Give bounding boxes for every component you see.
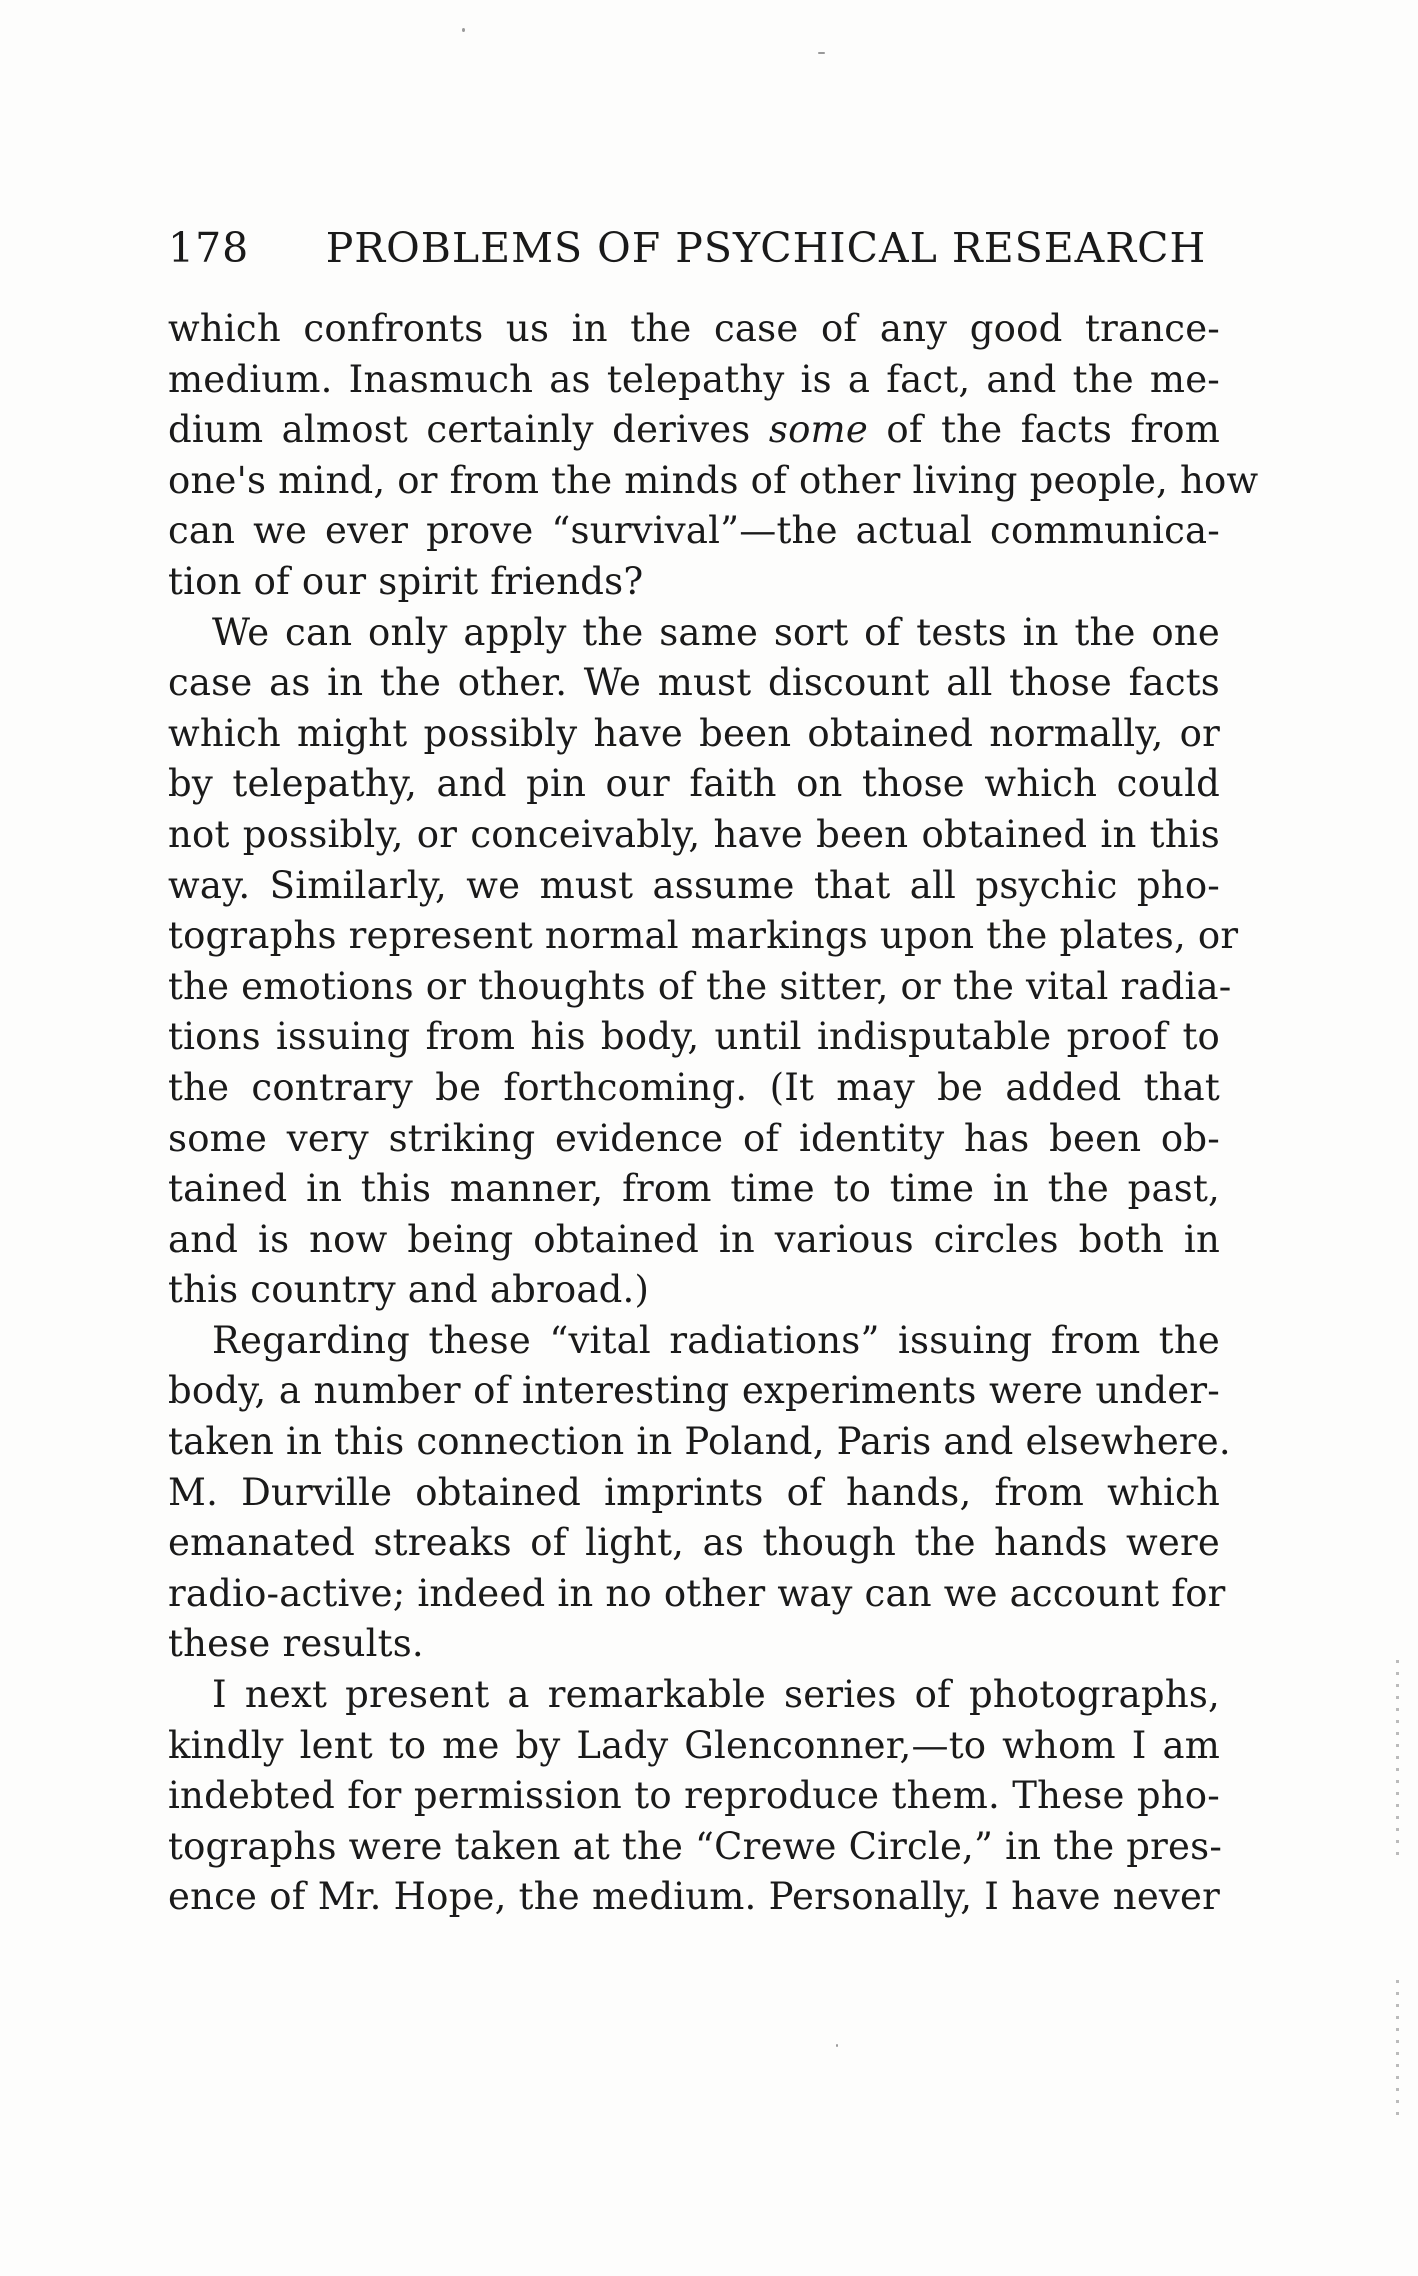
text-line <box>168 456 1259 507</box>
text-segment: the emotions or thoughts of the sitter, or the vital radia- <box>168 964 1232 1008</box>
text-line <box>168 1822 1223 1873</box>
text-segment: indebted for permission to reproduce them. These pho- <box>168 1774 1220 1818</box>
text-segment: Regarding these “vital radiations” issuing from the <box>212 1318 1220 1362</box>
scan-speck <box>818 52 825 54</box>
text-segment: the contrary be forthcoming. (It may be added that <box>168 1065 1220 1109</box>
text-line <box>168 810 1220 861</box>
text-line <box>168 962 1232 1013</box>
text-segment: medium. Inasmuch as telepathy is a fact, and the me- <box>168 357 1220 401</box>
text-line <box>168 709 1220 760</box>
text-line <box>168 1417 1231 1468</box>
text-segment: by telepathy, and pin our faith on those which could <box>168 762 1220 806</box>
scan-speck <box>462 28 465 32</box>
text-line <box>168 1721 1220 1772</box>
italic-text: some <box>768 408 868 452</box>
text-segment: way. Similarly, we must assume that all psychic pho- <box>168 863 1220 907</box>
scan-speck <box>836 2044 838 2047</box>
text-segment: I next present a remarkable series of photographs, <box>212 1673 1220 1717</box>
text-segment: of the facts from <box>867 408 1220 452</box>
text-line <box>168 1569 1226 1620</box>
text-line <box>168 759 1220 810</box>
text-segment: not possibly, or conceivably, have been obtained in this <box>168 812 1220 856</box>
text-segment: some very striking evidence of identity has been ob- <box>168 1116 1220 1160</box>
text-segment: body, a number of interesting experiments were under- <box>168 1369 1220 1413</box>
text-line <box>168 911 1239 962</box>
text-segment: and is now being obtained in various circles both in <box>168 1217 1220 1261</box>
text-segment: this country and abroad.) <box>168 1268 650 1312</box>
text-line <box>168 506 1220 557</box>
text-line <box>168 861 1220 912</box>
text-segment: one's mind, or from the minds of other living people, how <box>168 458 1259 502</box>
text-line <box>168 658 1220 709</box>
text-line <box>168 304 1220 355</box>
text-line <box>168 405 1220 456</box>
scan-edge-artifact <box>1396 1660 1399 1860</box>
text-segment: can we ever prove “survival”—the actual communica- <box>168 509 1220 553</box>
text-segment: M. Durville obtained imprints of hands, from which <box>168 1470 1220 1514</box>
text-line <box>168 1518 1220 1569</box>
text-segment: which might possibly have been obtained normally, or <box>168 711 1220 755</box>
text-line <box>168 1872 1220 1923</box>
text-line <box>168 1468 1220 1519</box>
text-segment: tion of our spirit friends? <box>168 559 644 603</box>
text-line <box>168 1215 1220 1266</box>
text-segment: tions issuing from his body, until indisputable proof to <box>168 1015 1220 1059</box>
paragraph <box>168 1316 1231 1670</box>
text-line <box>168 1265 1220 1316</box>
text-line <box>168 1771 1220 1822</box>
page-number: 178 <box>168 224 250 272</box>
text-segment: case as in the other. We must discount all those facts <box>168 661 1220 705</box>
text-line <box>168 1316 1220 1367</box>
page-header <box>168 216 1220 280</box>
text-line <box>168 355 1220 406</box>
text-segment: taken in this connection in Poland, Paris and elsewhere. <box>168 1420 1231 1464</box>
text-segment: tographs represent normal markings upon the plates, or <box>168 914 1239 958</box>
scan-edge-artifact <box>1396 1980 1399 2120</box>
paragraph <box>168 608 1239 1316</box>
text-segment: tained in this manner, from time to time in the past, <box>168 1167 1220 1211</box>
text-line <box>168 1114 1220 1165</box>
text-segment: We can only apply the same sort of tests in the one <box>212 610 1220 654</box>
running-head: PROBLEMS OF PSYCHICAL RESEARCH <box>325 224 1207 272</box>
text-segment: which confronts us in the case of any good trance- <box>168 307 1220 350</box>
text-line <box>168 1366 1220 1417</box>
text-segment: radio-active; indeed in no other way can we account for <box>168 1571 1226 1615</box>
text-line <box>168 1619 1220 1670</box>
paragraph <box>168 304 1259 608</box>
text-line <box>168 1063 1220 1114</box>
text-line <box>168 1164 1220 1215</box>
paragraph <box>168 1670 1223 1923</box>
text-line <box>168 608 1220 659</box>
text-segment: ence of Mr. Hope, the medium. Personally, I have never <box>168 1875 1220 1919</box>
text-segment: these results. <box>168 1622 424 1666</box>
text-segment: emanated streaks of light, as though the hands were <box>168 1521 1220 1565</box>
text-segment: tographs were taken at the “Crewe Circle,” in the pres- <box>168 1824 1223 1868</box>
text-line <box>168 557 1220 608</box>
body-text <box>168 304 1259 1923</box>
text-segment: dium almost certainly derives <box>168 408 769 452</box>
text-segment: kindly lent to me by Lady Glenconner,—to whom I am <box>168 1723 1220 1767</box>
text-line <box>168 1012 1220 1063</box>
text-line <box>168 1670 1220 1721</box>
